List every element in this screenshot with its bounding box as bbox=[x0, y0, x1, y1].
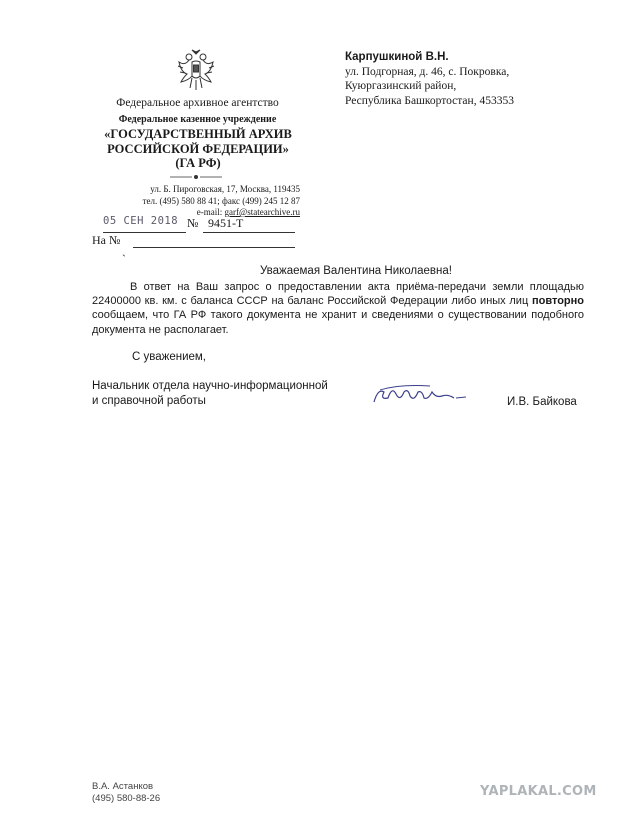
sender-contacts bbox=[100, 184, 300, 219]
signatory-name: И.В. Байкова bbox=[507, 396, 577, 408]
recipient-block bbox=[345, 50, 514, 108]
sender-email[interactable]: garf@statearchive.ru bbox=[224, 207, 300, 217]
body-emphasis: повторно bbox=[531, 295, 584, 308]
email-label: e-mail: bbox=[196, 207, 223, 217]
handwritten-signature bbox=[370, 380, 470, 410]
position-line2: и справочной работы bbox=[92, 395, 206, 407]
closing: С уважением, bbox=[132, 351, 206, 363]
institution-name-line2: РОССИЙСКОЙ ФЕДЕРАЦИИ» bbox=[107, 141, 289, 156]
position-line1: Начальник отдела научно-информационной bbox=[92, 380, 328, 392]
recipient-address-line2: Куюргазинский район, bbox=[345, 80, 457, 92]
institution-type: Федеральное казенное учреждение bbox=[118, 114, 277, 125]
body-part1: В ответ на Ваш запрос о предоставлении акта приёма-передачи земли площадью 22400000 кв. км. с баланса СССР на баланс Российской Федерации либо иных лиц bbox=[92, 281, 584, 308]
body-part2: сообщаем, что ГА РФ такого документа не хранит и сведениями о существовании подобного документа не располагает. bbox=[92, 309, 584, 336]
executor-name: В.А. Астанков bbox=[92, 781, 154, 792]
ornament-divider bbox=[168, 173, 224, 181]
institution-abbr: (ГА РФ) bbox=[175, 156, 221, 170]
registration-number: 9451-Т bbox=[208, 216, 244, 230]
number-line bbox=[203, 232, 295, 233]
greeting: Уважаемая Валентина Николаевна! bbox=[260, 265, 452, 277]
in-reply-line bbox=[133, 247, 295, 248]
recipient-address-line1: ул. Подгорная, д. 46, с. Покровка, bbox=[345, 65, 510, 78]
executor-phone: (495) 580-88-26 bbox=[92, 793, 161, 804]
date-stamp: 05 СЕН 2018 bbox=[103, 215, 179, 227]
institution-name bbox=[88, 127, 308, 171]
sender-phones: тел. (495) 580 88 41; факс (499) 245 12 87 bbox=[142, 195, 300, 206]
russian-coat-of-arms-icon bbox=[175, 48, 217, 92]
agency-name: Федеральное архивное агентство bbox=[116, 97, 279, 109]
recipient-name: Карпушкиной В.Н. bbox=[345, 51, 449, 63]
recipient-address-line3: Республика Башкортостан, 453353 bbox=[345, 94, 514, 107]
number-sign: № bbox=[187, 216, 199, 230]
in-reply-label: На № bbox=[92, 233, 121, 247]
tick-mark: ` bbox=[122, 252, 126, 266]
sender-address: ул. Б. Пироговская, 17, Москва, 119435 bbox=[150, 184, 300, 194]
institution-name-line1: «ГОСУДАРСТВЕННЫЙ АРХИВ bbox=[104, 127, 292, 141]
watermark: YAPLAKAL.COM bbox=[480, 784, 597, 799]
letter-body bbox=[92, 280, 584, 337]
